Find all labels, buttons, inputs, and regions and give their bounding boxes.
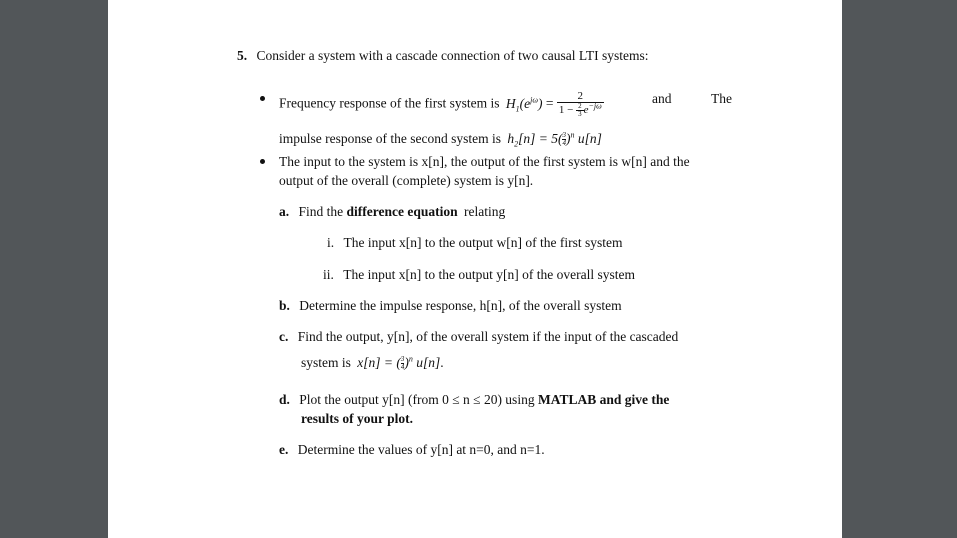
problem-number: 5. <box>237 48 248 63</box>
part-a-i-label: i. <box>327 235 335 250</box>
bullet1-continuation <box>279 131 602 147</box>
part-a-ii <box>323 267 635 283</box>
bullet1-text: Frequency response of the first system is $H_1(e^{j\omega})$ = 2 $1 - \frac{2}{3}$ $e^{-j\omega}$ <box>279 90 602 118</box>
part-d-bold2: results of your plot. <box>301 411 414 426</box>
bullet-dot <box>260 159 265 164</box>
h1-fraction: 2 $1 - \frac{2}{3}$ $e^{-j\omega}$ <box>558 90 602 118</box>
part-c-line2-text: system is <box>301 355 351 370</box>
part-a-ii-text: The input x[n] to the output y[n] of the overall system <box>343 267 635 282</box>
bullet2-line2: output of the overall (complete) system is y[n]. <box>279 173 534 188</box>
input-equation: $x[n] = (\frac{3}{4}$ )$^n$ u[n] <box>357 354 441 372</box>
part-d-bold1: MATLAB and give the <box>537 392 670 407</box>
part-a <box>279 204 505 220</box>
part-c <box>279 329 678 345</box>
part-d-text: Plot the output y[n] (from 0 ≤ n ≤ 20) using <box>299 392 535 407</box>
part-e-label: e. <box>279 442 289 457</box>
part-a-i-text: The input x[n] to the output w[n] of the first system <box>343 235 623 250</box>
and-word: and <box>652 91 672 106</box>
part-b-text: Determine the impulse response, h[n], of the overall system <box>299 298 622 313</box>
part-a-label: a. <box>279 204 290 219</box>
the-word: The <box>711 91 732 106</box>
h2-equation: $h_2[n] = 5(\frac{3}{4}$ )$^n$ u[n] <box>507 130 602 149</box>
part-a-text-before: Find the <box>298 204 344 219</box>
bullet-dot <box>260 96 265 101</box>
part-c-label: c. <box>279 329 289 344</box>
part-e-text: Determine the values of y[n] at n=0, and n=1. <box>297 442 545 457</box>
part-d-label: d. <box>279 392 290 407</box>
bullet1-label: Frequency response of the first system is <box>279 95 500 111</box>
part-c-line2: system is $x[n] = (\frac{3}{4}$ )$^n$ u[n]. <box>301 354 444 372</box>
bullet2-line1: The input to the system is x[n], the output of the first system is w[n] and the <box>279 154 690 169</box>
part-d <box>279 392 669 408</box>
part-a-i <box>327 235 622 251</box>
bullet1-cont-label: impulse response of the second system is <box>279 131 501 146</box>
part-a-ii-label: ii. <box>323 267 334 282</box>
part-a-text-after: relating <box>464 204 506 219</box>
part-b <box>279 298 622 314</box>
part-c-line1: Find the output, y[n], of the overall system if the input of the cascaded <box>297 329 679 344</box>
part-b-label: b. <box>279 298 290 313</box>
part-a-bold: difference equation <box>346 204 458 219</box>
h1-symbol: $H_1(e^{j\omega})$ <box>505 95 543 114</box>
document-page <box>108 0 842 538</box>
problem-header <box>237 48 649 64</box>
problem-intro: Consider a system with a cascade connection of two causal LTI systems: <box>256 48 649 63</box>
part-e <box>279 442 545 458</box>
